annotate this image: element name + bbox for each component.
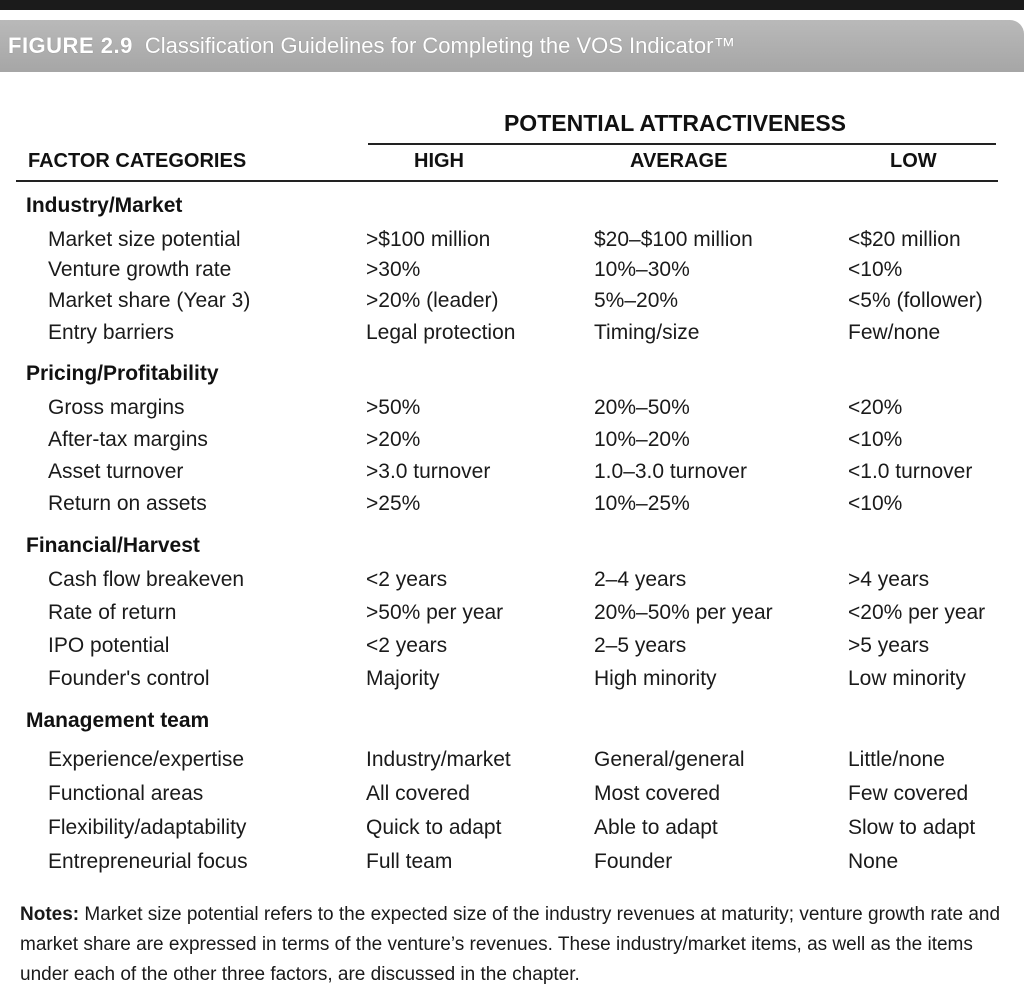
category-heading: Industry/Market bbox=[26, 194, 183, 217]
col-header-factor-categories: FACTOR CATEGORIES bbox=[28, 150, 247, 172]
group-header-rule bbox=[368, 143, 996, 145]
factor-label: Flexibility/adaptability bbox=[48, 816, 247, 839]
cell-average: Most covered bbox=[594, 782, 721, 805]
cell-low: <10% bbox=[848, 428, 903, 451]
cell-high: <2 years bbox=[366, 568, 448, 591]
cell-low: <20% per year bbox=[848, 601, 986, 624]
cell-low: <20% bbox=[848, 396, 903, 419]
factor-label: Functional areas bbox=[48, 782, 204, 805]
cell-average: 2–5 years bbox=[594, 634, 687, 657]
cell-average: 10%–30% bbox=[594, 258, 690, 281]
factor-label: Market share (Year 3) bbox=[48, 289, 251, 312]
factor-label: After-tax margins bbox=[48, 428, 208, 451]
col-header-high: HIGH bbox=[414, 150, 464, 172]
factor-label: Cash flow breakeven bbox=[48, 568, 245, 591]
notes-text: Market size potential refers to the expected size of the industry revenues at maturity; venture growth rate and market share are expressed in terms of the venture’s revenues. These industry/market items, as well as the items under each of the other three factors, are discussed in the chapter. bbox=[20, 904, 1001, 985]
cell-high: Full team bbox=[366, 850, 453, 873]
cell-high: >30% bbox=[366, 258, 421, 281]
cell-low: None bbox=[848, 850, 899, 873]
cell-high: >50% bbox=[366, 396, 421, 419]
factor-label: Asset turnover bbox=[48, 460, 184, 483]
cell-average: 10%–20% bbox=[594, 428, 690, 451]
cell-average: 10%–25% bbox=[594, 492, 690, 515]
cell-average: Founder bbox=[594, 850, 673, 873]
cell-average: 20%–50% bbox=[594, 396, 690, 419]
cell-high: >3.0 turnover bbox=[366, 460, 491, 483]
cell-high: Legal protection bbox=[366, 321, 516, 344]
cell-average: Able to adapt bbox=[594, 816, 718, 839]
factor-label: Experience/expertise bbox=[48, 748, 245, 771]
col-header-average: AVERAGE bbox=[630, 150, 728, 172]
cell-low: Slow to adapt bbox=[848, 816, 976, 839]
factor-label: Entrepreneurial focus bbox=[48, 850, 248, 873]
cell-low: Little/none bbox=[848, 748, 945, 771]
cell-average: 2–4 years bbox=[594, 568, 687, 591]
factor-label: Founder's control bbox=[48, 667, 210, 690]
cell-high: All covered bbox=[366, 782, 470, 805]
cell-low: <$20 million bbox=[848, 228, 961, 251]
cell-high: >20% bbox=[366, 428, 421, 451]
cell-low: >4 years bbox=[848, 568, 930, 591]
cell-average: $20–$100 million bbox=[594, 228, 753, 251]
cell-high: <2 years bbox=[366, 634, 448, 657]
factor-label: Gross margins bbox=[48, 396, 185, 419]
notes-label: Notes: bbox=[20, 904, 80, 925]
cell-low: Low minority bbox=[848, 667, 966, 690]
cell-high: >25% bbox=[366, 492, 421, 515]
factor-label: Rate of return bbox=[48, 601, 177, 624]
cell-high: Industry/market bbox=[366, 748, 511, 771]
category-heading: Pricing/Profitability bbox=[26, 362, 219, 385]
category-heading: Financial/Harvest bbox=[26, 534, 200, 557]
figure-caption: Classification Guidelines for Completing the VOS Indicator™ bbox=[144, 33, 736, 58]
factor-label: Return on assets bbox=[48, 492, 207, 515]
cell-high: >50% per year bbox=[366, 601, 504, 624]
cell-low: Few covered bbox=[848, 782, 969, 805]
cell-high: Quick to adapt bbox=[366, 816, 502, 839]
col-header-low: LOW bbox=[890, 150, 937, 172]
cell-high: Majority bbox=[366, 667, 440, 690]
cell-average: 1.0–3.0 turnover bbox=[594, 460, 747, 483]
column-header-rule bbox=[16, 180, 998, 182]
cell-average: 20%–50% per year bbox=[594, 601, 773, 624]
potential-attractiveness-header: POTENTIAL ATTRACTIVENESS bbox=[503, 110, 847, 136]
cell-average: General/general bbox=[594, 748, 745, 771]
cell-high: >$100 million bbox=[366, 228, 491, 251]
factor-label: Venture growth rate bbox=[48, 258, 232, 281]
cell-low: Few/none bbox=[848, 321, 941, 344]
cell-low: <10% bbox=[848, 492, 903, 515]
factor-label: Entry barriers bbox=[48, 321, 175, 344]
factor-label: IPO potential bbox=[48, 634, 170, 657]
factor-label: Market size potential bbox=[48, 228, 241, 251]
cell-low: <10% bbox=[848, 258, 903, 281]
top-edge-bar bbox=[0, 0, 1024, 10]
figure-label: FIGURE 2.9 bbox=[8, 33, 133, 58]
cell-low: <1.0 turnover bbox=[848, 460, 973, 483]
cell-low: >5 years bbox=[848, 634, 930, 657]
category-heading: Management team bbox=[26, 709, 210, 732]
cell-low: <5% (follower) bbox=[848, 289, 983, 312]
cell-high: >20% (leader) bbox=[366, 289, 499, 312]
cell-average: Timing/size bbox=[594, 321, 700, 344]
figure-title bbox=[8, 33, 735, 59]
notes bbox=[20, 900, 1010, 990]
cell-average: 5%–20% bbox=[594, 289, 679, 312]
cell-average: High minority bbox=[594, 667, 717, 690]
